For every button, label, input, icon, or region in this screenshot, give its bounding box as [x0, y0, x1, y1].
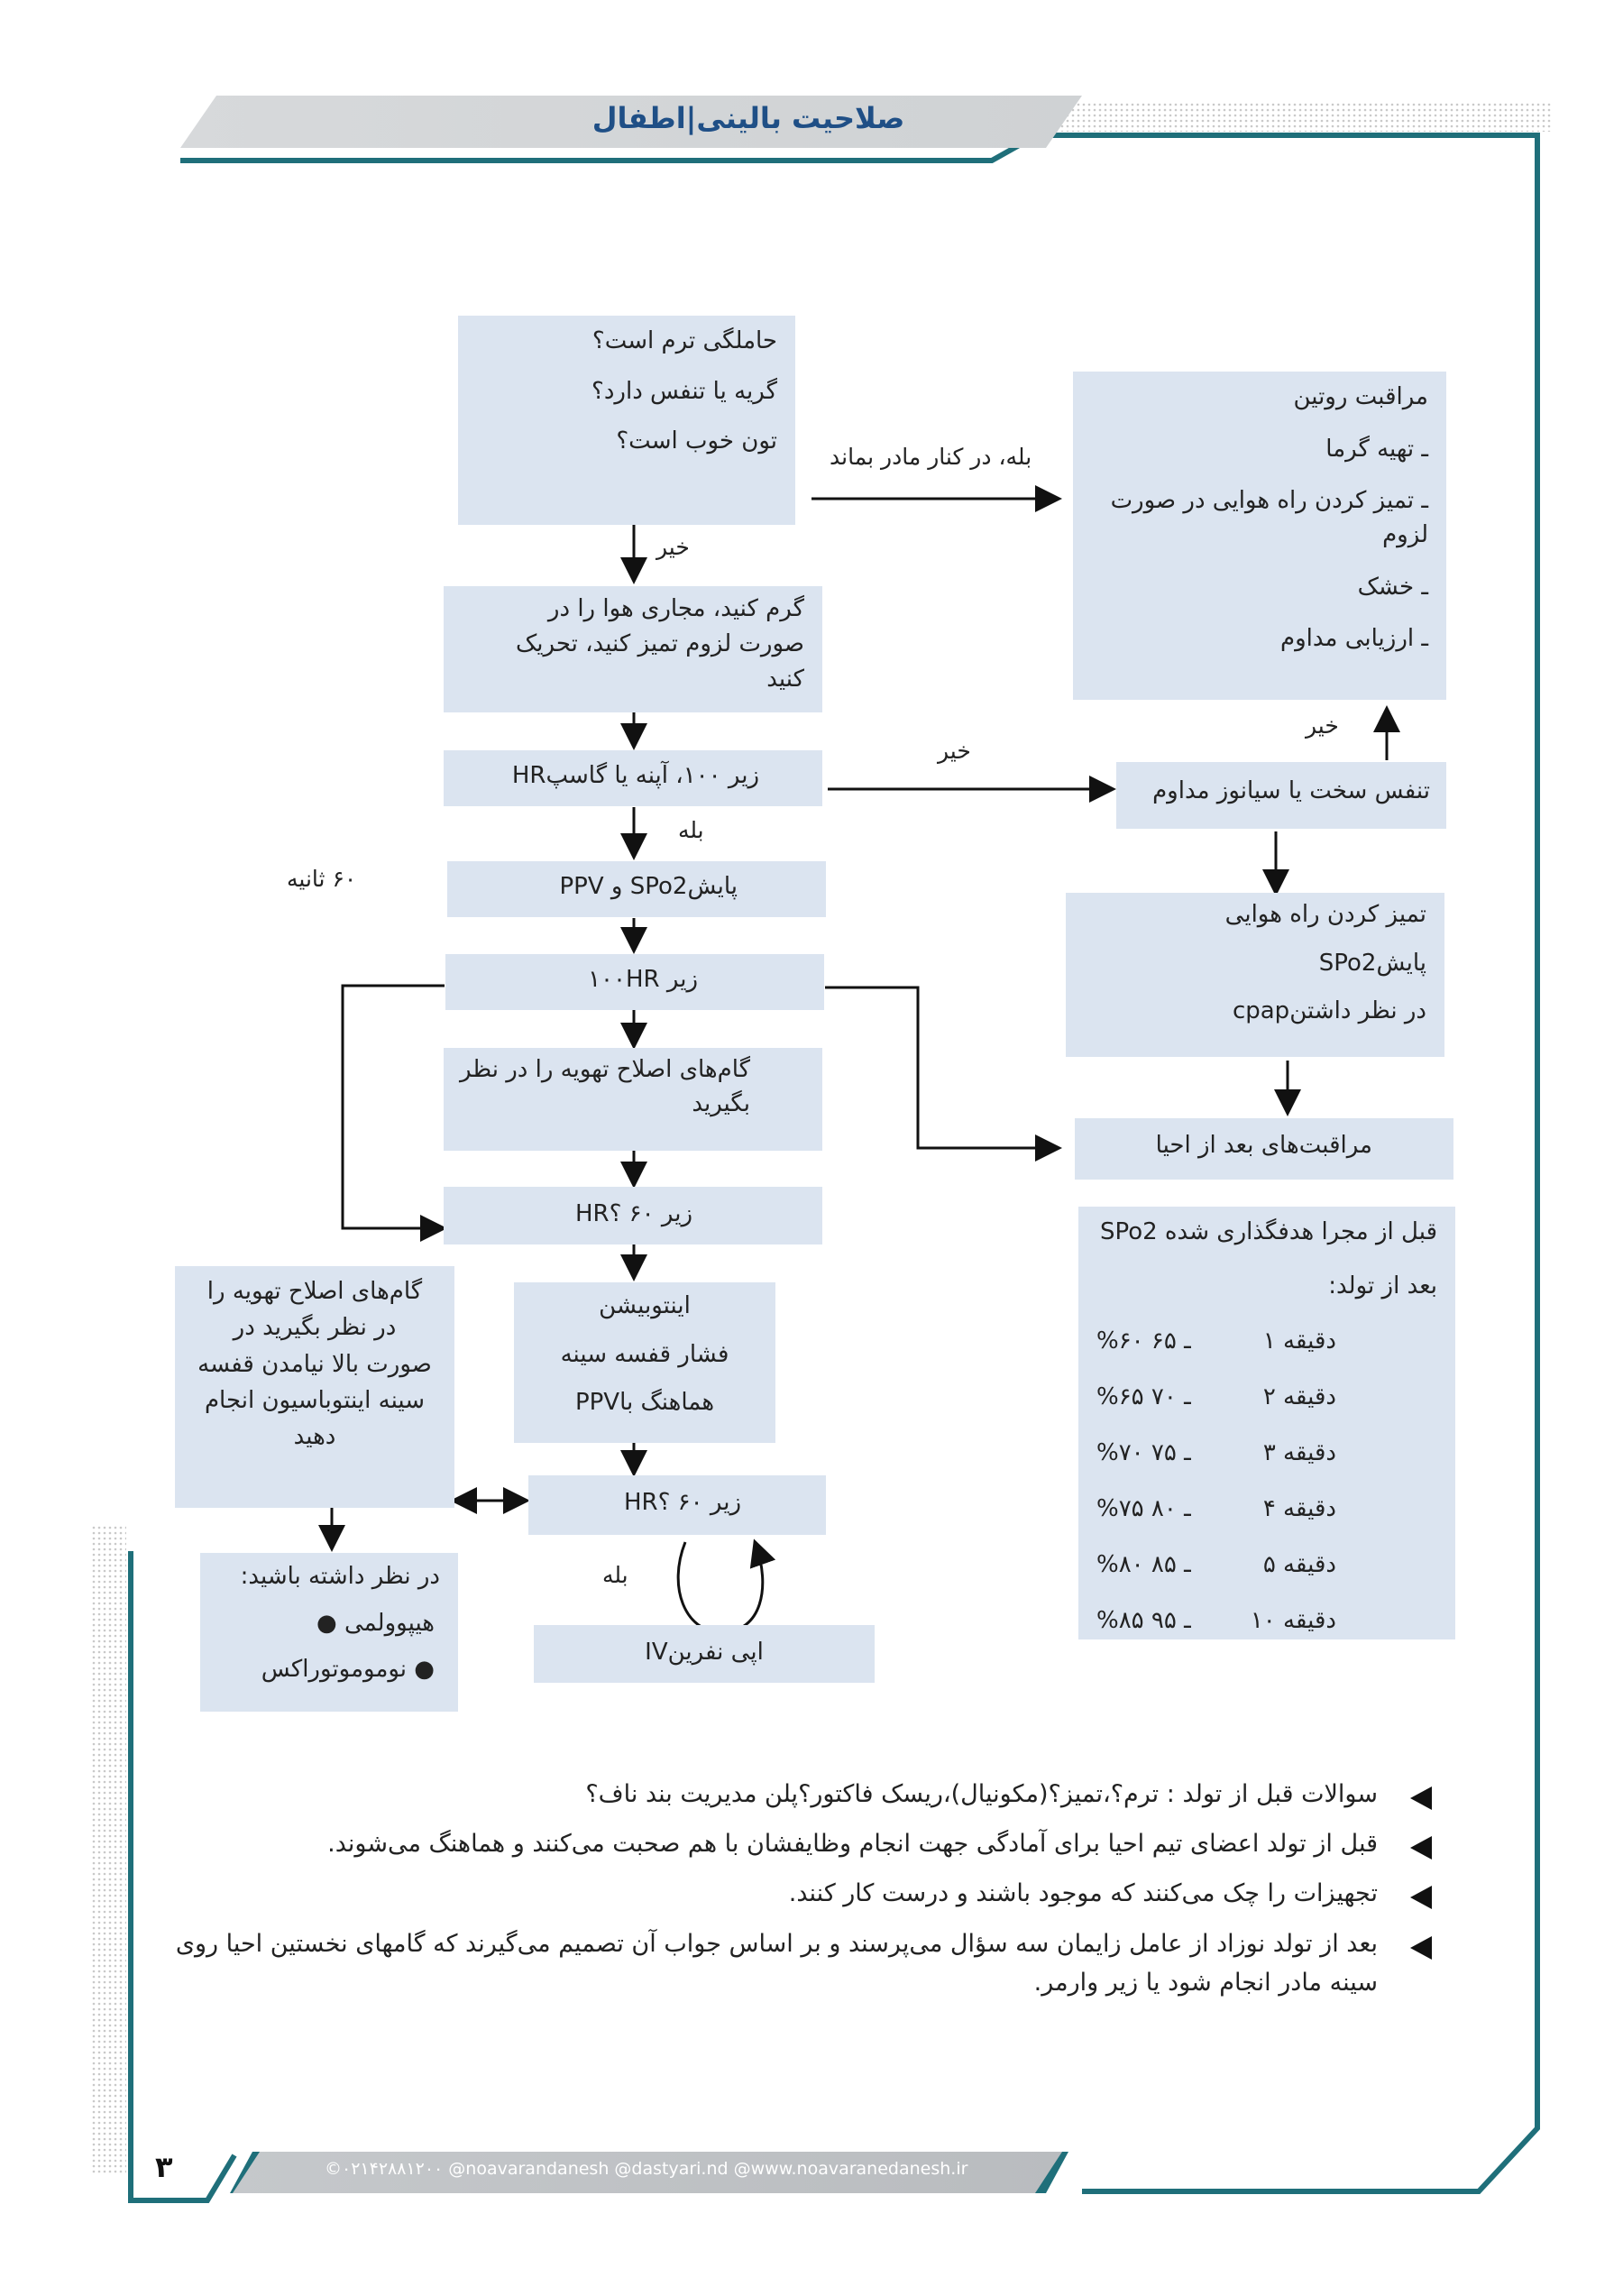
warm-line-3: کنید	[766, 666, 804, 693]
no-label-1: خیر	[656, 534, 690, 560]
vent-left-line-1: گام‌های اصلاح تهویه را	[206, 1278, 423, 1305]
spo2-minute: دقیقه ۵	[1262, 1551, 1336, 1578]
airway-spo2: پایشSPo2	[1318, 949, 1426, 977]
spo2-minute: دقیقه ۴	[1262, 1495, 1336, 1522]
consider-box	[200, 1553, 458, 1712]
bullet-item-3: تجهیزات را چک می‌کنند که موجود باشند و درست کار کنند.	[153, 1874, 1432, 1913]
post-resuscitation-box	[1075, 1118, 1453, 1180]
vent-line-1: گام‌های اصلاح تهویه را در نظر	[460, 1056, 750, 1083]
vent-left-line-3: صورت بالا نیامدن قفسه	[197, 1350, 432, 1378]
hr-under-100-box	[445, 954, 824, 1010]
intubation-box	[514, 1282, 775, 1443]
hr-under-60-text: زیر ۶۰ ؟HR	[574, 1200, 692, 1227]
spo2-range: %۶۰ ـ ۶۵	[1096, 1327, 1191, 1355]
sixty-seconds-label: ۶۰ ثانیه	[287, 866, 357, 892]
intubation-line-3: هماهنگ باPPV	[574, 1389, 715, 1417]
spo2-minute: دقیقه ۳	[1262, 1439, 1336, 1466]
question-term: حاملگی ترم است؟	[591, 327, 777, 354]
bullet-triangle-icon	[1410, 1886, 1432, 1909]
routine-warmth: ـ تهیه گرما	[1325, 435, 1428, 463]
airway-box	[1066, 893, 1444, 1057]
routine-care-box	[1073, 372, 1446, 700]
spo2-minute: دقیقه ۱۰	[1250, 1607, 1336, 1634]
post-care-text: مراقبت‌های بعد از احیا	[1155, 1132, 1372, 1159]
bullet-list	[153, 1775, 1432, 2013]
ventilation-steps-box	[444, 1048, 822, 1151]
spo2-range: %۷۰ ـ ۷۵	[1096, 1439, 1191, 1466]
spo2-row	[1096, 1607, 1412, 1634]
ppv-text: پایشSPo2 و PPV	[559, 873, 738, 900]
spo2-title: قبل از مجرا هدفگذاری شده SPo2	[1099, 1218, 1437, 1245]
hr-under-60-text-2: زیر ۶۰ ؟HR	[623, 1489, 741, 1516]
spo2-range: %۸۵ ـ ۹۵	[1096, 1607, 1191, 1634]
bullet-item-1: سوالات قبل از تولد : ترم؟،تمیز؟(مکونیال)،ریسک فاکتور؟پلن مدیریت بند ناف؟	[153, 1775, 1432, 1814]
question-breathing: گریه یا تنفس دارد؟	[591, 377, 777, 405]
vent-left-line-4: سینه اینتوباسیون انجام	[204, 1386, 426, 1414]
header-title: صلاحیت بالینی|اطفال	[591, 101, 905, 135]
intubation-line-1: اینتوبیشن	[599, 1292, 691, 1319]
consider-item-pneumothorax: ● نوموموتوراکس	[261, 1656, 435, 1684]
spo2-subtitle: بعد از تولد:	[1328, 1272, 1437, 1300]
bullet-triangle-icon	[1410, 1786, 1432, 1810]
warm-box	[444, 586, 822, 712]
bullet-triangle-icon	[1410, 1836, 1432, 1860]
epinephrine-box	[534, 1625, 875, 1683]
spo2-range: %۶۵ ـ ۷۰	[1096, 1383, 1191, 1410]
spo2-range: %۷۵ ـ ۸۰	[1096, 1495, 1191, 1522]
warm-line-2: صورت لزوم تمیز کنید، تحریک	[516, 630, 804, 657]
routine-airway-cont: لزوم	[1382, 521, 1428, 549]
hr-apnea-text: زیر ۱۰۰، آپنه یا گاسپHR	[511, 762, 759, 789]
footer-contacts: ©۰۲۱۴۲۸۸۱۲۰۰ @noavarandanesh @dastyari.nd @www.noavaranedanesh.ir	[325, 2159, 968, 2179]
spo2-minute: دقیقه ۱	[1262, 1327, 1336, 1355]
airway-clear: تمیز کردن راه هوایی	[1224, 901, 1426, 928]
page-number: ۳	[155, 2150, 173, 2184]
hr-under-60-box-2	[528, 1475, 826, 1535]
routine-assess: ـ ارزیابی مداوم	[1280, 625, 1428, 653]
labored-breathing-box	[1116, 762, 1446, 829]
vent-left-line-5: دهید	[293, 1423, 336, 1451]
routine-title: مراقبت روتین	[1293, 383, 1428, 410]
spo2-row	[1096, 1383, 1412, 1410]
no-label-2: خیر	[938, 738, 971, 764]
consider-title: در نظر داشته باشید:	[240, 1563, 440, 1590]
consider-item-hypovolemia: هیپوولمی ●	[316, 1609, 435, 1637]
hr-apnea-box	[444, 750, 822, 806]
no-label-3: خیر	[1306, 712, 1339, 739]
airway-cpap: در نظر داشتنcpap	[1232, 997, 1426, 1025]
spo2-row	[1096, 1551, 1412, 1578]
spo2-range: %۸۰ ـ ۸۵	[1096, 1551, 1191, 1578]
spo2-row	[1096, 1439, 1412, 1466]
labored-text: تنفس سخت یا سیانوز مداوم	[1152, 777, 1430, 804]
spo2-row	[1096, 1495, 1412, 1522]
bullet-item-2: قبل از تولد اعضای تیم احیا برای آمادگی جهت انجام وظایفشان با هم صحبت می‌کنند و هماهنگ می‌شوند.	[153, 1824, 1432, 1863]
bullet-item-4: بعد از تولد نوزاد از عامل زایمان سه سؤال می‌پرسند و بر اساس جواب آن تصمیم می‌گیرند که گامهای نخستین احیا روی سینه مادر انجام شود یا زیر وارمر.	[153, 1924, 1432, 2002]
vent-left-line-2: در نظر بگیرید در	[233, 1314, 397, 1342]
questions-box	[458, 316, 795, 525]
yes-label-1: بله	[678, 817, 704, 843]
vent-line-2: بگیرید	[692, 1089, 750, 1117]
routine-airway: ـ تمیز کردن راه هوایی در صورت	[1110, 487, 1428, 515]
routine-dry: ـ خشک	[1357, 573, 1428, 601]
warm-line-1: گرم کنید، مجاری هوا را در	[547, 595, 804, 622]
hr-under-60-box	[444, 1187, 822, 1244]
spo2-row	[1096, 1327, 1412, 1355]
ventilation-intubation-box	[175, 1266, 454, 1508]
question-tone: تون خوب است؟	[616, 427, 777, 455]
yes-stay-label: بله، در کنار مادر بماند	[830, 444, 1032, 470]
intubation-line-2: فشار قفسه سینه	[560, 1340, 729, 1368]
spo2-minute: دقیقه ۲	[1262, 1383, 1336, 1410]
hr-under-100-text: زیر ۱۰۰HR	[588, 966, 698, 993]
bullet-triangle-icon	[1410, 1936, 1432, 1960]
ppv-box	[447, 861, 826, 917]
epinephrine-text: اپی نفرینIV	[645, 1639, 764, 1666]
yes-label-2: بله	[602, 1562, 628, 1588]
